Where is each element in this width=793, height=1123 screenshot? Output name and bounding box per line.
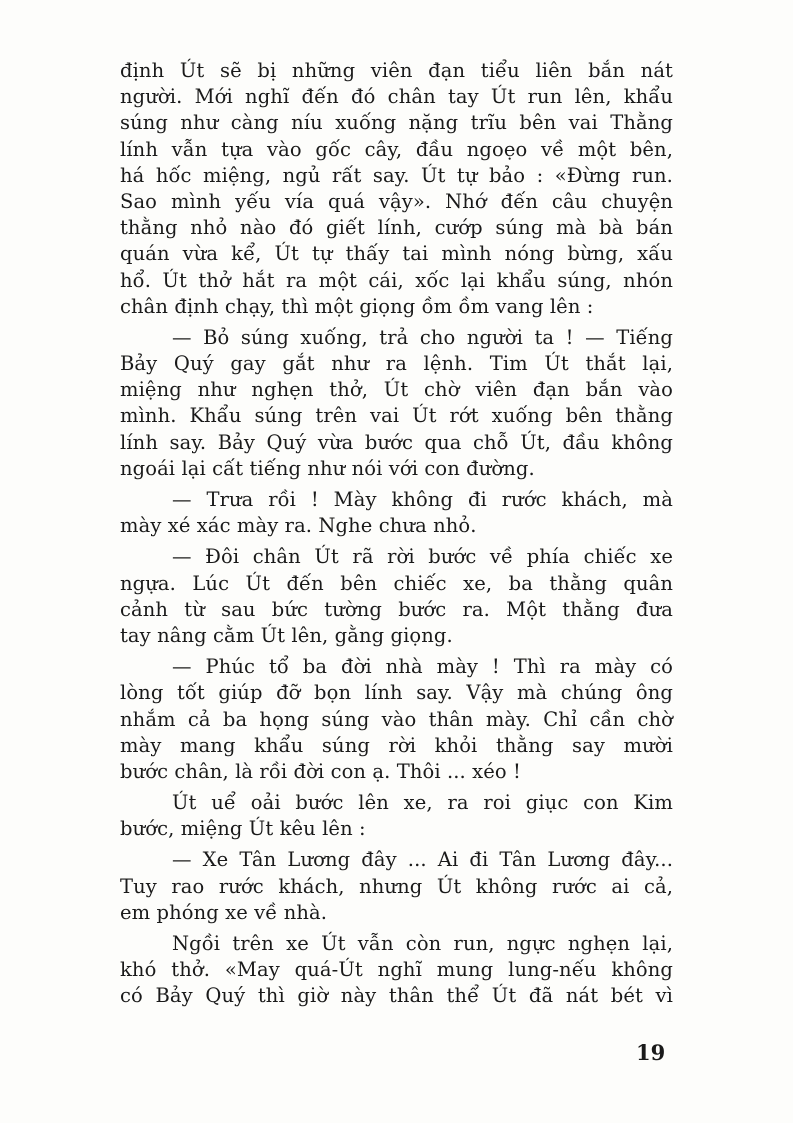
text-line: mày xé xác mày ra. Nghe chưa nhỏ.	[120, 514, 477, 538]
text-line: khó thở. «May quá-Út nghĩ mung lung-nếu không	[120, 958, 673, 982]
text-line: mình. Khẩu súng trên vai Út rớt xuống bên thằng	[120, 404, 673, 428]
text-line: — Đôi chân Út rã rời bước về phía chiếc xe	[172, 545, 673, 569]
text-line: mày mang khẩu súng rời khỏi thằng say mười	[120, 733, 673, 757]
text-line: ngựa. Lúc Út đến bên chiếc xe, ba thằng quân	[120, 571, 673, 595]
text-line: lính say. Bảy Quý vừa bước qua chỗ Út, đầu không	[120, 430, 673, 454]
text-line: — Phúc tổ ba đời nhà mày ! Thì ra mày có	[172, 655, 673, 679]
text-line: Ngồi trên xe Út vẫn còn run, ngực nghẹn lại,	[172, 932, 673, 955]
text-line: bước, miệng Út kêu lên :	[120, 817, 366, 841]
text-line: lính vẫn tựa vào gốc cây, đầu ngoẹo về một bên,	[120, 137, 673, 161]
text-line: em phóng xe về nhà.	[120, 900, 328, 924]
text-line: súng như càng níu xuống nặng trĩu bên vai Thằng	[120, 111, 673, 135]
text-line: Tuy rao rước khách, nhưng Út không rước ai cả,	[120, 874, 673, 898]
text-line: lòng tốt giúp đỡ bọn lính say. Vậy mà chúng ông	[120, 681, 673, 705]
paragraph	[120, 58, 673, 320]
text-line: — Xe Tân Lương đây ... Ai đi Tân Lương đây...	[172, 848, 673, 872]
text-line: người. Mới nghĩ đến đó chân tay Út run lên, khẩu	[120, 85, 673, 109]
text-line: ngoái lại cất tiếng như nói với con đường.	[120, 456, 535, 480]
paragraph	[120, 790, 673, 842]
text-line: định Út sẽ bị những viên đạn tiểu liên bắn nát	[120, 59, 673, 82]
text-line: tay nâng cằm Út lên, gằng giọng.	[120, 623, 453, 647]
text-line: có Bảy Quý thì giờ này thân thể Út đã nát bét vì	[120, 984, 673, 1008]
paragraph	[120, 847, 673, 926]
text-line: hổ. Út thở hắt ra một cái, xốc lại khẩu súng, nhón	[120, 268, 673, 292]
page-number: 19	[636, 1040, 666, 1065]
paragraph	[120, 654, 673, 785]
paragraph	[120, 931, 673, 1010]
text-line: — Bỏ súng xuống, trả cho người ta ! — Tiếng	[172, 325, 673, 349]
text-line: há hốc miệng, ngủ rất say. Út tự bảo : «Đừng run.	[120, 163, 673, 187]
text-line: Út uể oải bước lên xe, ra roi giục con Kim	[172, 791, 673, 815]
text-line: thằng nhỏ nào đó giết lính, cướp súng mà bà bán	[120, 216, 673, 240]
paragraph	[120, 544, 673, 649]
paragraph	[120, 487, 673, 539]
text-line: nhắm cả ba họng súng vào thân mày. Chỉ cần chờ	[120, 707, 673, 731]
paragraph	[120, 325, 673, 482]
text-line: Sao mình yếu vía quá vậy». Nhớ đến câu chuyện	[120, 189, 673, 213]
text-line: quán vừa kể, Út tự thấy tai mình nóng bừng, xấu	[120, 242, 673, 266]
text-line: cảnh từ sau bức tường bước ra. Một thằng đưa	[120, 597, 673, 621]
body-text	[120, 58, 673, 1010]
text-line: Bảy Quý gay gắt như ra lệnh. Tim Út thắt lại,	[120, 352, 673, 376]
text-line: bước chân, là rồi đời con ạ. Thôi ... xéo !	[120, 759, 521, 783]
text-line: chân định chạy, thì một giọng ồm ồm vang lên :	[120, 294, 594, 318]
text-line: — Trưa rồi ! Mày không đi rước khách, mà	[172, 488, 673, 511]
text-line: miệng như nghẹn thở, Út chờ viên đạn bắn vào	[120, 378, 673, 402]
